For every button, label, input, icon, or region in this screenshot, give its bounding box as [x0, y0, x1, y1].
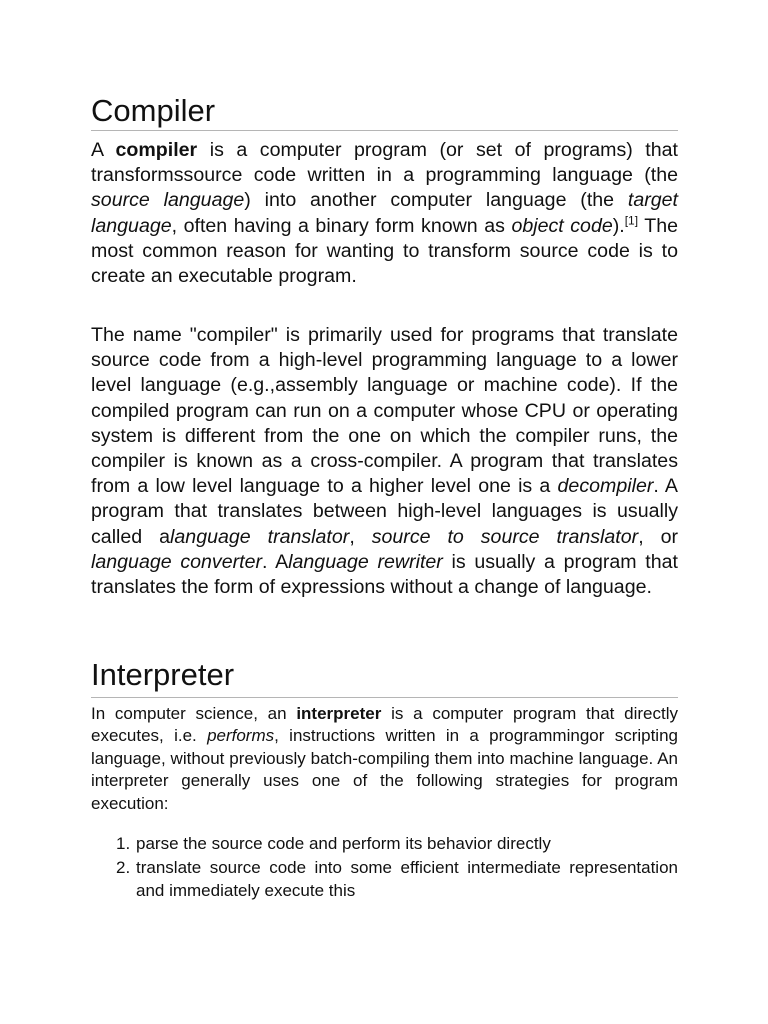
- list-item-text: parse the source code and perform its behavior directly: [136, 834, 551, 853]
- text-run: is a computer program that directly executes, i.e.: [91, 704, 678, 746]
- list-number: 1.: [116, 834, 131, 853]
- text-run: , instructions written in a programmingor scripting language, without previously batch-compiling them into machine language. An interpreter generally uses one of the following strategies for program execution:: [91, 726, 678, 813]
- list-item-text: translate source code into some efficient intermediate representation and immediately execute this: [136, 858, 678, 900]
- text-run: A: [91, 139, 116, 161]
- text-run: . A program that translates between high-level languages is usually called a: [91, 475, 679, 548]
- term-interpreter: interpreter: [296, 704, 382, 723]
- term-source-language: source language: [91, 189, 245, 212]
- strategy-list: [91, 833, 678, 904]
- paragraph-compiler-name: [91, 323, 678, 600]
- term-performs: performs: [207, 726, 275, 746]
- heading-rule: [91, 130, 678, 131]
- text-run: ).: [612, 214, 625, 237]
- text-run: In computer science, an: [91, 704, 297, 723]
- text-run: is usually a program that translates the form of expressions without a change of language.: [91, 550, 678, 599]
- text-run: , or: [638, 525, 678, 548]
- text-run: is a computer program (or set of programs) that transformssource code written in a programming language (the: [91, 139, 678, 187]
- paragraph-compiler-definition: [91, 138, 678, 289]
- text-run: ) into another computer language (the: [244, 189, 628, 212]
- paragraph-interpreter-definition: [91, 703, 678, 815]
- term-decompiler: decompiler: [557, 475, 654, 498]
- text-run: . A: [262, 550, 289, 573]
- citation-link[interactable]: [1]: [624, 213, 639, 228]
- term-language-converter: language converter: [91, 550, 263, 573]
- text-run: , often having a binary form known as: [171, 214, 512, 237]
- list-item: [91, 833, 678, 855]
- text-run: The most common reason for wanting to transform source code is to create an executable program.: [91, 214, 679, 288]
- heading-rule: [91, 697, 678, 698]
- term-compiler: compiler: [115, 139, 198, 161]
- text-run: ,: [349, 525, 372, 548]
- term-target-language: target language: [91, 189, 678, 237]
- text-run: The name "compiler" is primarily used for programs that translate source code from a high-level programming language to a lower level language (e.g.,assembly language or machine code). If the compiled program can run on a computer whose CPU or operating system is different from the one on which the compiler runs, the compiler is known as a cross-compiler. A program that translates from a low level language to a higher level one is a: [91, 324, 678, 498]
- term-language-translator: language translator: [170, 525, 350, 548]
- term-object-code: object code: [511, 214, 613, 237]
- term-language-rewriter: language rewriter: [288, 550, 443, 573]
- term-source-to-source-translator: source to source translator: [371, 525, 639, 548]
- heading-compiler: Compiler: [91, 93, 216, 128]
- heading-interpreter: Interpreter: [91, 657, 235, 692]
- list-item: [91, 857, 678, 902]
- list-number: 2.: [116, 858, 131, 878]
